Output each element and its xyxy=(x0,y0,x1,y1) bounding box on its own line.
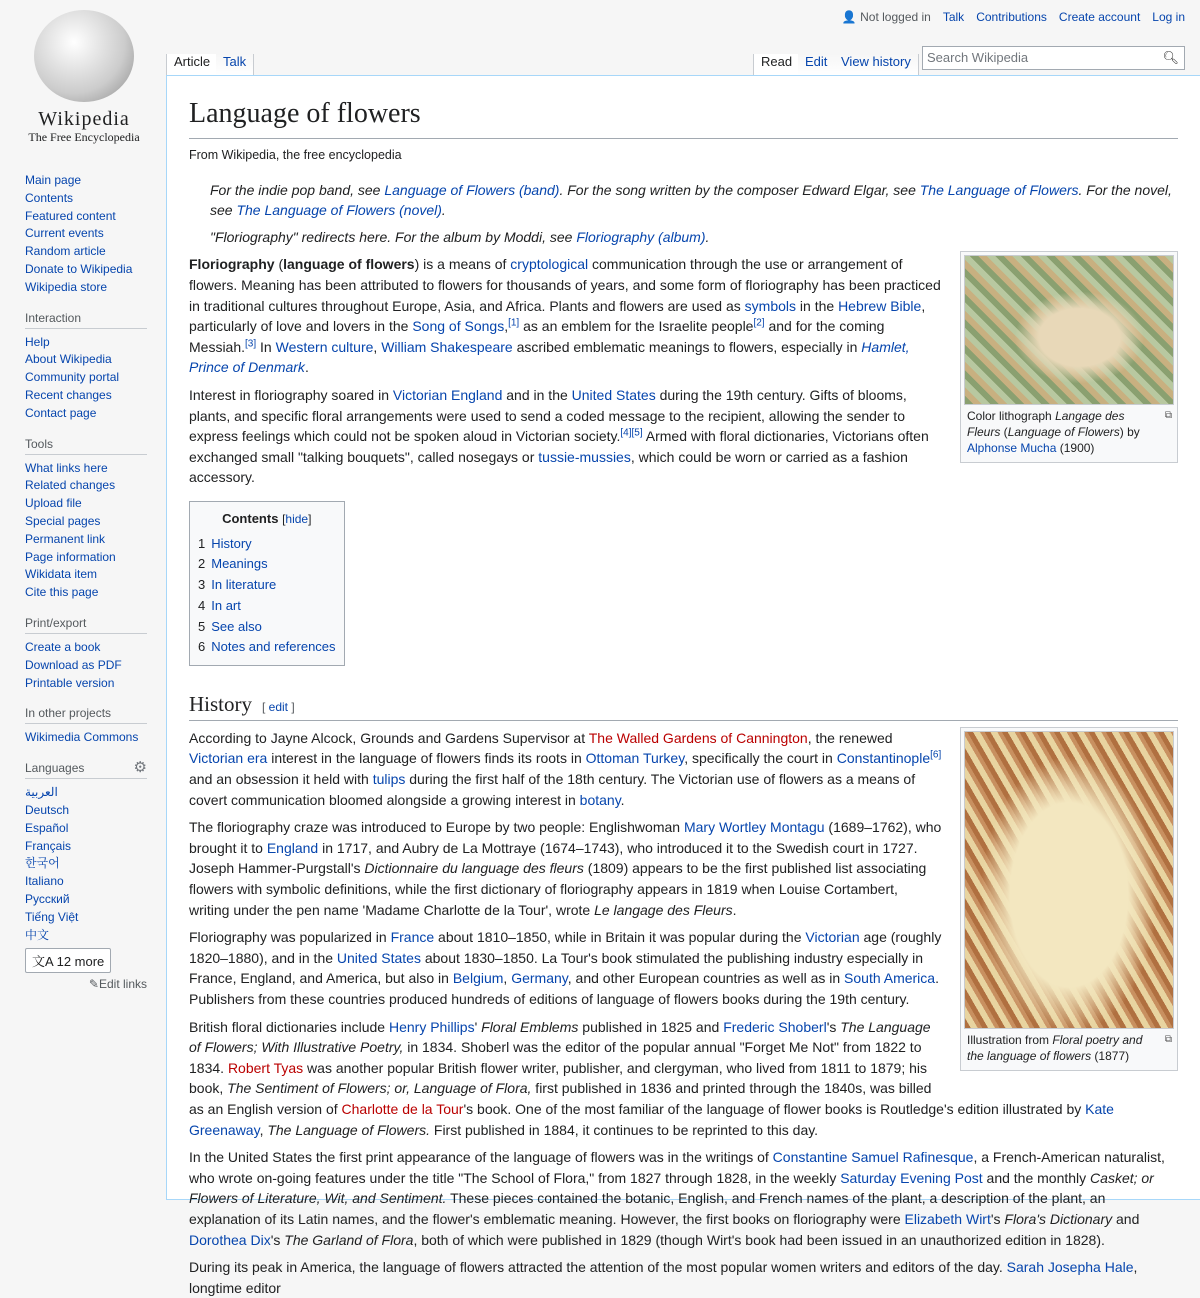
tagline: The Free Encyclopedia xyxy=(28,130,140,144)
sidebar-item-create-a-book[interactable]: Create a book xyxy=(25,639,101,654)
text: during the first half of the 18th century. The Victorian use of flowers as a means of covert communication bloomed alongside a growing interest in xyxy=(189,771,916,808)
create-account-link[interactable]: Create account xyxy=(1058,10,1141,24)
language-link[interactable]: Français xyxy=(25,838,72,853)
link[interactable]: symbols xyxy=(744,297,797,314)
sidebar-item-featured-content[interactable]: Featured content xyxy=(25,208,116,223)
mucha-lithograph-image[interactable] xyxy=(964,255,1174,405)
text: . xyxy=(732,901,737,918)
language-link[interactable]: العربية xyxy=(25,785,58,800)
toc-number: 6 xyxy=(198,639,206,655)
text: was another popular British flower writer, publisher, and clergyman, who lived from 1811 to 1879; his book, xyxy=(189,1059,928,1097)
search-icon[interactable]: 🔍︎ xyxy=(1162,50,1179,65)
article-content xyxy=(166,75,1200,1296)
reference xyxy=(508,318,519,329)
hatnote xyxy=(189,227,1178,248)
language-link[interactable]: Русский xyxy=(25,891,70,906)
sidebar-item-cite-this-page[interactable]: Cite this page xyxy=(25,585,99,600)
link[interactable]: tussie-mussies xyxy=(538,448,631,465)
toc-item-in-art[interactable] xyxy=(198,596,336,617)
text: British floral dictionaries include xyxy=(189,1018,389,1035)
toc-link[interactable]: History xyxy=(211,535,252,551)
log-in-link[interactable]: Log in xyxy=(1152,10,1185,24)
link[interactable]: Elizabeth Wirt xyxy=(904,1210,991,1227)
text: Interest in floriography soared in xyxy=(189,386,393,403)
text: , longtime editor xyxy=(189,1259,1138,1296)
puzzle-globe-icon xyxy=(34,10,134,102)
text: These pieces contained the botanic, English, and French names of the plant, a description of the plant, an explanation of its Latin names, and the flower's emblematic meaning. However, the first books on floriography were xyxy=(189,1190,1106,1227)
figure-mucha xyxy=(960,251,1178,463)
toc-item-history[interactable] xyxy=(198,534,336,555)
sidebar-item-recent-changes[interactable]: Recent changes xyxy=(25,387,112,402)
text: and an obsession it held with xyxy=(189,771,373,788)
page-title: Language of flowers xyxy=(189,96,1178,139)
text: . xyxy=(705,228,710,245)
text: First published in 1884, it continues to be reprinted to this day. xyxy=(430,1121,819,1138)
text: Armed with floral dictionaries, Victorians often exchanged small "talking bouquets", called nosegays or xyxy=(189,428,929,465)
personal-tools xyxy=(842,10,1185,24)
link[interactable]: Language of Flowers (band) xyxy=(384,181,560,198)
toc-item-meanings[interactable] xyxy=(198,554,336,575)
toc-number: 1 xyxy=(198,535,206,551)
sidebar-item-what-links-here[interactable]: What links here xyxy=(25,460,108,475)
text: (1809) appears to be the first published list associating flowers with symbolic definitions, while the first dictionary of floriography appears in 1819 when Louise Cortambert, writing under the pen name 'Madame Charlotte de la Tour', wrote xyxy=(189,860,927,918)
projects-heading: In other projects xyxy=(25,706,147,724)
language-link[interactable]: 中文 xyxy=(25,927,50,942)
languages-heading: Languages ⚙ xyxy=(25,761,147,779)
paragraph xyxy=(189,1257,1178,1298)
red-link[interactable]: Charlotte de la Tour xyxy=(341,1100,464,1117)
text: 's xyxy=(826,1018,841,1035)
link[interactable]: Constantinople xyxy=(836,750,931,767)
personal-talk-link[interactable]: Talk xyxy=(942,10,965,24)
link[interactable]: Sarah Josepha Hale xyxy=(1006,1259,1134,1276)
link[interactable]: Western culture xyxy=(275,338,374,355)
text: ( xyxy=(1000,425,1008,440)
sidebar-item-permanent-link[interactable]: Permanent link xyxy=(25,531,106,546)
link[interactable]: Mary Wortley Montagu xyxy=(683,819,825,836)
italic-text: Le langage des Fleurs xyxy=(594,901,733,918)
reference-link[interactable]: [5] xyxy=(631,427,643,439)
text: (1689–1762), who brought it to xyxy=(189,819,942,856)
toc-link[interactable]: See also xyxy=(211,618,262,634)
text: , xyxy=(503,970,512,987)
sidebar-item-wikipedia-store[interactable]: Wikipedia store xyxy=(25,279,108,294)
text: and the monthly xyxy=(982,1169,1091,1186)
reference-link[interactable]: [3] xyxy=(245,338,257,350)
reference xyxy=(753,318,764,329)
link[interactable]: The Language of Flowers xyxy=(919,181,1079,198)
sidebar-item-printable-version[interactable]: Printable version xyxy=(25,675,115,690)
toc-link[interactable]: Notes and references xyxy=(211,639,336,655)
link[interactable]: Belgium xyxy=(452,970,504,987)
link[interactable]: Frederic Shoberl xyxy=(723,1018,827,1035)
toc-number: 3 xyxy=(198,577,206,593)
sidebar-item-donate-to-wikipedia[interactable]: Donate to Wikipedia xyxy=(25,261,133,276)
text: 's book. One of the most familiar of the language of flower books is Routledge's edition illustrated by xyxy=(463,1100,1086,1117)
link[interactable]: Victorian England xyxy=(392,386,503,403)
toc-link[interactable]: In art xyxy=(211,597,241,613)
link[interactable]: Victorian era xyxy=(189,750,268,767)
translate-icon: 文A xyxy=(32,954,53,970)
text: In the United States the first print appearance of the language of flowers was in the writings of xyxy=(189,1149,773,1166)
link[interactable]: William Shakespeare xyxy=(381,338,513,355)
link[interactable]: botany xyxy=(579,791,621,808)
pencil-icon: ✎ xyxy=(88,977,99,992)
tab-view-history[interactable]: View history xyxy=(834,54,919,75)
floral-poetry-image[interactable] xyxy=(964,731,1174,1029)
reference xyxy=(632,427,643,438)
text: . xyxy=(620,791,625,808)
italic-text: Langage des Fleurs xyxy=(967,409,1125,440)
reference-link[interactable]: [4] xyxy=(620,427,632,439)
text: (1900) xyxy=(1056,441,1095,456)
bold-text: Floriography xyxy=(189,256,275,273)
tab-article[interactable]: Article xyxy=(166,54,218,75)
text: , the renewed xyxy=(807,729,893,746)
text: Color lithograph xyxy=(967,409,1056,424)
tab-talk[interactable]: Talk xyxy=(216,54,254,75)
reference xyxy=(245,338,256,349)
sidebar-item-download-as-pdf[interactable]: Download as PDF xyxy=(25,657,122,672)
italic-text: The Language of Flowers. xyxy=(267,1121,430,1138)
language-link[interactable]: Español xyxy=(25,820,69,835)
text: , a French-American naturalist, who wrote on-going features under the title "The School of Flora," from 1827 through 1828, in the weekly xyxy=(189,1149,1165,1186)
link[interactable]: Floriography (album) xyxy=(576,228,706,245)
text: age (roughly 1820–1880), and in the xyxy=(189,929,942,966)
toc-number: 2 xyxy=(198,556,206,572)
edit-links[interactable]: ✎Edit links xyxy=(88,977,147,992)
link[interactable]: Song of Songs xyxy=(412,318,505,335)
italic-text: Casket; or Flowers of Literature, Wit, and Sentiment. xyxy=(189,1169,1154,1207)
toc-link[interactable]: Meanings xyxy=(211,556,268,572)
edit-section-link[interactable]: edit xyxy=(268,700,289,715)
italic-text: Floral poetry and the language of flowers xyxy=(967,1032,1143,1063)
toc-item-see-also[interactable] xyxy=(198,617,336,638)
link[interactable]: England xyxy=(266,839,319,856)
link[interactable]: Dorothea Dix xyxy=(189,1231,271,1248)
text: During its peak in America, the language of flowers attracted the attention of the most popular women writers and editors of the day. xyxy=(189,1259,1007,1276)
text: , which could be worn or carried as a fashion accessory. xyxy=(189,448,908,486)
sidebar-item-main-page[interactable]: Main page xyxy=(25,173,82,187)
more-languages-button[interactable]: 文A 12 more xyxy=(25,948,111,973)
figure-floral-poetry xyxy=(960,727,1178,1071)
toc-number: 4 xyxy=(198,597,206,613)
sidebar-item-special-pages[interactable]: Special pages xyxy=(25,513,101,528)
sidebar-item-help[interactable]: Help xyxy=(25,334,50,349)
link[interactable]: Germany xyxy=(511,970,568,987)
interaction-heading: Interaction xyxy=(25,311,147,329)
user-icon: 👤 xyxy=(841,10,857,24)
reference-link[interactable]: [6] xyxy=(930,749,942,761)
link[interactable]: United States xyxy=(336,949,421,966)
reference xyxy=(620,427,631,438)
caption-text xyxy=(967,1033,1142,1063)
link[interactable]: Victorian xyxy=(805,929,860,946)
print-heading: Print/export xyxy=(25,616,147,634)
link[interactable]: United States xyxy=(571,386,656,403)
text: . For the novel, see xyxy=(210,181,1172,219)
sidebar xyxy=(25,172,147,991)
reference xyxy=(930,750,941,761)
text: The floriography craze was introduced to Europe by two people: Englishwoman xyxy=(189,819,684,836)
italic-text: Dictionnaire du language des fleurs xyxy=(364,860,584,877)
italic-text: Language of Flowers xyxy=(1007,425,1120,440)
sidebar-item-wikidata-item[interactable]: Wikidata item xyxy=(25,567,98,582)
text: as an emblem for the Israelite people xyxy=(519,318,754,335)
contributions-link[interactable]: Contributions xyxy=(976,10,1047,24)
text: in the xyxy=(796,297,839,314)
language-link[interactable]: Tiếng Việt xyxy=(25,909,79,924)
link[interactable]: The Language of Flowers (novel) xyxy=(236,202,442,219)
text: and xyxy=(1112,1210,1140,1227)
text: , particularly of love and lovers in the xyxy=(189,297,926,335)
italic-text: Flora's Dictionary xyxy=(1004,1210,1113,1227)
link[interactable]: Constantine Samuel Rafinesque xyxy=(772,1149,974,1166)
text: . xyxy=(304,359,309,376)
hatnote xyxy=(189,180,1178,221)
text: . Publishers from these countries produced hundreds of editions of language of flowers books during the 19th century. xyxy=(189,970,939,1007)
link[interactable]: France xyxy=(390,929,435,946)
text: ) is a means of xyxy=(414,256,511,273)
text: and in the xyxy=(502,386,572,403)
toc-link[interactable]: In literature xyxy=(211,577,277,593)
link[interactable]: Ottoman Turkey xyxy=(585,750,685,767)
tools-heading: Tools xyxy=(25,437,147,455)
toc-item-notes-and-references[interactable] xyxy=(198,637,336,658)
red-link[interactable]: Robert Tyas xyxy=(227,1059,304,1076)
sidebar-item-wikimedia-commons[interactable]: Wikimedia Commons xyxy=(25,730,139,745)
language-link[interactable]: 한국어 xyxy=(25,856,60,871)
reference-link[interactable]: [1] xyxy=(508,317,520,329)
gear-icon[interactable]: ⚙ xyxy=(133,759,147,777)
text: communication through the use or arrangement of flowers. Meaning has been attributed to flowers for thousands of years, and some form of floriography has been practiced in traditional cultures throughout Europe, Asia, and Africa. Plants and flowers are used as xyxy=(189,256,941,314)
tab-edit[interactable]: Edit xyxy=(798,54,835,75)
link[interactable]: Hamlet, Prince of Denmark xyxy=(189,338,910,376)
search-input[interactable]: Search Wikipedia 🔍︎ xyxy=(922,46,1185,70)
not-logged-in: 👤 Not logged in xyxy=(841,10,931,24)
link[interactable]: Saturday Evening Post xyxy=(840,1169,983,1186)
text: about 1810–1850, while in Britain it was popular during the xyxy=(434,929,806,946)
caption-text xyxy=(967,409,1140,455)
italic-text: Floral Emblems xyxy=(481,1018,579,1035)
site-subtitle: From Wikipedia, the free encyclopedia xyxy=(189,148,402,162)
text: , xyxy=(504,318,509,335)
sidebar-item-about-wikipedia[interactable]: About Wikipedia xyxy=(25,352,112,367)
text: (1877) xyxy=(1091,1048,1130,1063)
text: published in 1825 and xyxy=(578,1018,724,1035)
figure-caption xyxy=(964,1029,1174,1067)
wikipedia-logo[interactable] xyxy=(22,10,146,145)
toc-hide-link[interactable]: hide xyxy=(285,511,309,526)
reference-link[interactable]: [2] xyxy=(753,317,765,329)
toc-number: 5 xyxy=(198,618,206,634)
sidebar-item-contact-page[interactable]: Contact page xyxy=(25,405,97,420)
link[interactable]: Hebrew Bible xyxy=(838,297,922,314)
text: Floriography was popularized in xyxy=(189,929,391,946)
link[interactable]: Alphonse Mucha xyxy=(967,441,1057,456)
text: about 1830–1850. La Tour's book stimulated the publishing industry especially in France, England, and America, but also in xyxy=(189,949,924,987)
text: first published in 1836 and printed through the 1840s, was billed as an English version of xyxy=(189,1080,932,1117)
text: , xyxy=(373,338,382,355)
language-link[interactable]: Italiano xyxy=(25,874,64,889)
table-of-contents: Contents [hide] 1 History 2 Meanings 3 In literature 4 In art 5 See also 6 Notes and references xyxy=(189,501,345,666)
tab-read[interactable]: Read xyxy=(753,54,800,75)
text: in 1717, and Aubry de La Mottraye (1674–1743), who introduced it to the Swedish court in 1727. Joseph Hammer-Purgstall's xyxy=(189,839,918,877)
section-heading-history: History [ edit ] xyxy=(189,694,1178,721)
link[interactable]: Kate Greenaway xyxy=(189,1100,1114,1138)
sidebar-item-related-changes[interactable]: Related changes xyxy=(25,478,116,493)
text: , xyxy=(259,1121,268,1138)
italic-text: The Sentiment of Flowers; or, Language of Flora, xyxy=(227,1080,532,1097)
link[interactable]: tulips xyxy=(372,771,406,788)
text: interest in the language of flowers finds its roots in xyxy=(267,750,586,767)
text: . xyxy=(441,202,446,219)
language-link[interactable]: Deutsch xyxy=(25,802,70,817)
text: In xyxy=(256,338,276,355)
sidebar-item-upload-file[interactable]: Upload file xyxy=(25,496,82,511)
text: For the indie pop band, see xyxy=(210,181,385,198)
enlarge-icon[interactable]: ⧉ xyxy=(1164,410,1172,422)
text: in 1834. Shoberl was the editor of the popular annual "Forget Me Not" from 1822 to 1834. xyxy=(189,1039,922,1076)
link[interactable]: Henry Phillips xyxy=(388,1018,475,1035)
text: during the 19th century. Gifts of blooms, plants, and specific floral arrangements were used to send a coded message to the recipient, allowing the sender to express feelings which could not be spoken aloud in Victorian society. xyxy=(189,386,907,445)
figure-caption xyxy=(964,405,1174,459)
text: "Floriography" redirects here. For the album by Moddi, see xyxy=(210,228,577,245)
toc-item-in-literature[interactable] xyxy=(198,575,336,596)
sidebar-item-page-information[interactable]: Page information xyxy=(25,549,116,564)
text: According to Jayne Alcock, Grounds and Gardens Supervisor at xyxy=(189,729,589,746)
sidebar-item-random-article[interactable]: Random article xyxy=(25,244,106,259)
text: . For the song written by the composer Edward Elgar, see xyxy=(559,181,920,198)
enlarge-icon[interactable]: ⧉ xyxy=(1164,1033,1172,1045)
text: , and other European countries as well as in xyxy=(567,970,845,987)
sidebar-item-contents[interactable]: Contents xyxy=(25,190,74,205)
text: ascribed emblematic meanings to flowers, especially in xyxy=(512,338,862,355)
text: 's xyxy=(270,1231,285,1248)
sidebar-item-current-events[interactable]: Current events xyxy=(25,226,104,241)
text: 's xyxy=(990,1210,1005,1227)
link[interactable]: cryptological xyxy=(510,256,589,273)
bold-text: language of flowers xyxy=(283,256,415,273)
text: and for the coming Messiah. xyxy=(189,318,885,355)
text: , specifically the court in xyxy=(684,750,837,767)
text: Illustration from xyxy=(967,1032,1053,1047)
text: , both of which were published in 1829 (though Wirt's book had been issued in an unauthorized edition in 1828). xyxy=(413,1231,1105,1248)
red-link[interactable]: The Walled Gardens of Cannington xyxy=(588,729,808,746)
link[interactable]: South America xyxy=(844,970,936,987)
text: ' xyxy=(474,1018,482,1035)
italic-text: The Garland of Flora xyxy=(284,1231,414,1248)
paragraph xyxy=(189,1147,1178,1250)
wordmark: Wikipedia xyxy=(38,108,130,130)
italic-text: The Language of Flowers; With Illustrative Poetry, xyxy=(189,1018,931,1056)
text: ) by xyxy=(1119,425,1140,440)
sidebar-item-community-portal[interactable]: Community portal xyxy=(25,370,120,385)
text: ( xyxy=(274,256,284,273)
